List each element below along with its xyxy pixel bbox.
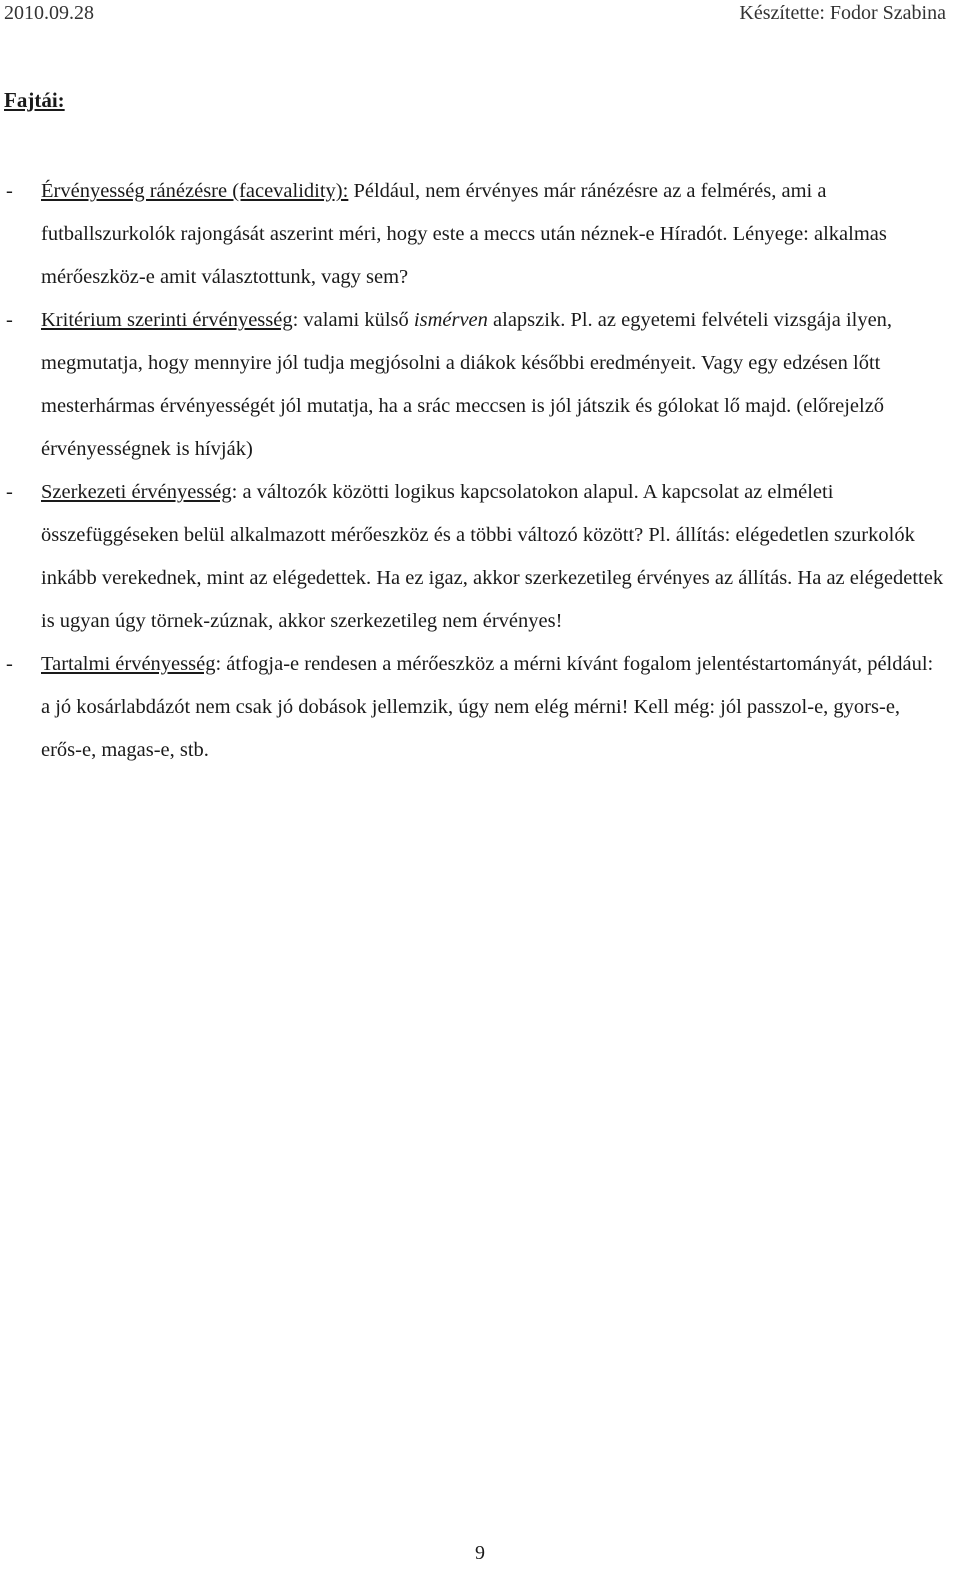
term-criterion-validity: Kritérium szerinti érvényesség: [41, 309, 293, 331]
validity-types-list: [6, 170, 946, 772]
list-item-criterion-validity: [6, 299, 946, 471]
list-dash: -: [6, 653, 13, 675]
item-text: : a változók közötti logikus kapcsolatokon alapul. A kapcsolat az elméleti összefüggéseken belül alkalmazott mérőeszköz és a többi változó között? Pl. állítás: elégedetlen szurkolók inkább verekednek, mint az elégedettek. Ha ez igaz, akkor szerkezetileg érvényes az állítás. Ha az elégedettek is ugyan úgy törnek-zúznak, akkor szerkezetileg nem érvényes!: [41, 481, 944, 632]
page-number: 9: [475, 1542, 485, 1564]
item-text: : átfogja-e rendesen a mérőeszköz a mérni kívánt fogalom jelentéstartományát, például: a jó kosárlabdázót nem csak jó dobások jellemzik, úgy nem elég mérni! Kell még: jól passzol-e, gyors-e, erős-e, magas-e, stb.: [41, 653, 934, 761]
list-item-construct-validity: [6, 471, 946, 643]
list-dash: -: [6, 180, 13, 202]
header-date: 2010.09.28: [4, 2, 94, 24]
term-face-validity: Érvényesség ránézésre (facevalidity):: [41, 180, 349, 202]
item-italic-text: ismérven: [413, 309, 488, 331]
term-construct-validity: Szerkezeti érvényesség: [41, 481, 232, 503]
list-item-content-validity: [6, 643, 946, 772]
header-author: Készítette: Fodor Szabina: [739, 2, 946, 24]
item-text: : valami külső: [292, 309, 414, 331]
section-heading: Fajtái:: [4, 88, 65, 112]
term-content-validity: Tartalmi érvényesség: [41, 653, 216, 675]
list-dash: -: [6, 309, 13, 331]
item-text: Például, nem érvényes már ránézésre az a felmérés, ami a futballszurkolók rajongását aszerint méri, hogy este a meccs után néznek-e Híradót. Lényege: alkalmas mérőeszköz-e amit választottunk, vagy sem?: [41, 180, 887, 288]
list-dash: -: [6, 481, 13, 503]
item-text: alapszik. Pl. az egyetemi felvételi vizsgája ilyen, megmutatja, hogy mennyire jól tudja megjósolni a diákok későbbi eredményeit. Vagy egy edzésen lőtt mesterhármas érvényességét jól mutatja, ha a srác meccsen is jól játszik és gólokat lő majd. (előrejelző érvényességnek is hívják): [41, 309, 893, 460]
list-item-face-validity: [6, 170, 946, 299]
